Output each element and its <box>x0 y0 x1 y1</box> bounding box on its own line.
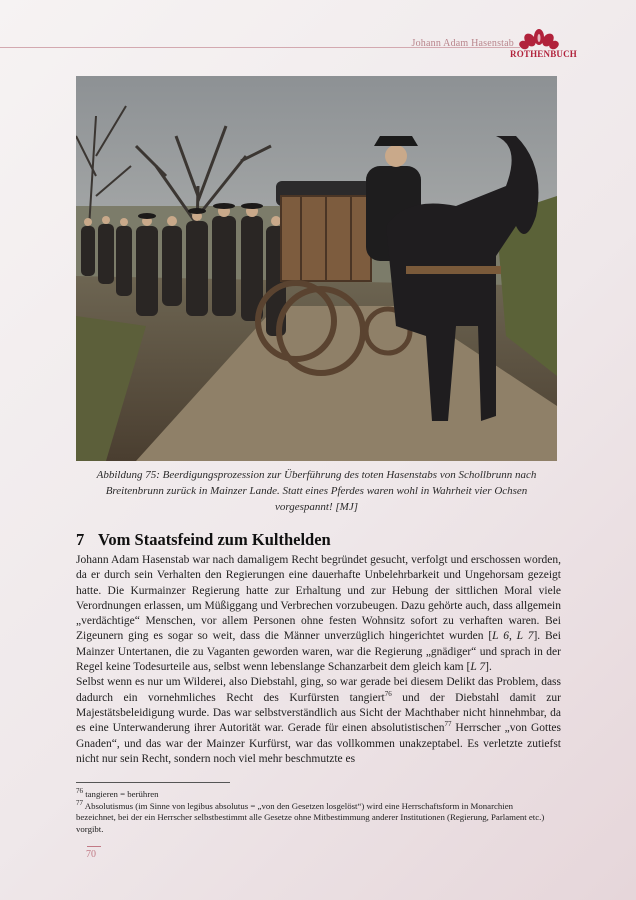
page-number-rule <box>87 846 101 847</box>
procession-photo <box>76 76 557 461</box>
reference: L 6, L 7 <box>492 630 534 643</box>
header-author: Johann Adam Hasenstab <box>411 38 514 49</box>
reference: L 7 <box>470 661 486 674</box>
page-number: 70 <box>86 849 96 860</box>
rothenbuch-logo <box>510 28 578 60</box>
paragraph: Selbst wenn es nur um Wilderei, also Diebstahl, ging, so war gerade bei diesem Delikt das Problem, dass dadurch ein vornehmliches Recht des Kurfürsten tangiert$^{76}$ und der Diebstahl damit zur Majestätsbeleidigung wurde. Das war selbstverständlich aus Sicht der Machthaber nicht hinnehmbar, da es eine Unterwanderung ihrer Autorität war. Gerade für einen absolutistischen$^{77}$ Herrscher „von Gottes Gnaden“, und das war der Mainzer Kurfürst, war das vollkommen unakzeptabel. Es verletzte zutiefst nicht nur sein Recht, sondern noch viel mehr beschmutzte es <box>76 676 561 765</box>
footnote: $^{77}$ Absolutismus (im Sinne von legibus absolutus = „von den Gesetzen losgelöst“) wird eine Herrschaftsform in Monarchien bezeichnet, bei der ein Herrscher selbstbestimmt alle Gesetze ohne Mitbestimmung anderer Institutionen (Regierung, Parlament etc.) vorgibt. <box>76 798 545 834</box>
footnote-marker[interactable]: 76 <box>384 689 392 698</box>
body-text <box>76 553 561 767</box>
section-heading <box>76 530 557 550</box>
section-number: 7 <box>76 530 85 549</box>
paragraph: Johann Adam Hasenstab war nach damaligem Recht begründet gesucht, verfolgt und erschossen worden, da er durch sein Verhalten den Regierungen eine dauerhafte Unbelehrbarkeit und Ungehorsam gezeigt hatte. Die Kurmainzer Regierung hatte zur Erhaltung und zur Hebung der sittlichen Moral viele Verordnungen erlassen, um Müßiggang und Verbrechen vorzubeugen. Dazu gehörte auch, dass allgemein „verdächtige“ Menschen, vor allem Personen ohne festen Wohnsitz sofort zu verhaften waren. Bei Zigeunern ging es sogar so weit, dass die Männer unverzüglich hingerichtet wurden [L 6, L 7]. Bei Mainzer Untertanen, die zu Vaganten geworden waren, war die Regierung „gnädiger“ und sprach in der Regel keine Todesurteile aus, selbst wenn lebenslange Schanzarbeit dem gleich kam [L 7]. <box>76 554 561 674</box>
flower-icon <box>510 28 568 50</box>
footnote-rule <box>76 782 230 783</box>
figure-caption: Abbildung 75: Beerdigungsprozession zur Überführung des toten Hasenstabs von Schollbrunn nach Breitenbrunn zurück in Mainzer Lande. Statt eines Pferdes waren wohl in Wahrheit vier Ochsen vorgespannt! [MJ] <box>96 469 537 513</box>
footnotes <box>76 789 546 835</box>
section-title: Vom Staatsfeind zum Kulthelden <box>98 530 331 549</box>
logo-text: ROTHENBUCH <box>510 49 578 59</box>
footnote: $^{76}$ tangieren = berühren <box>76 787 159 799</box>
footnote-marker[interactable]: 77 <box>444 720 452 729</box>
